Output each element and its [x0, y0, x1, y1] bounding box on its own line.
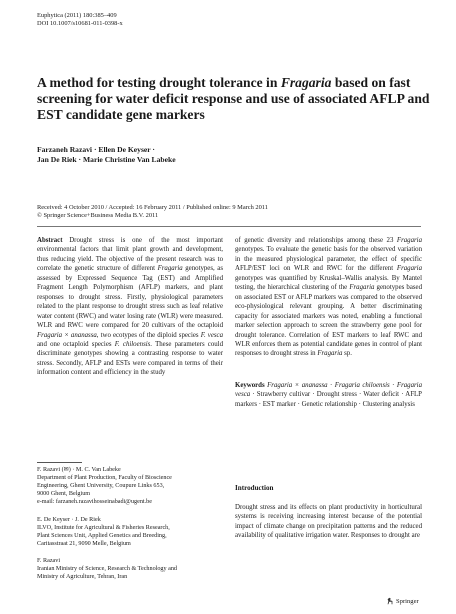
springer-horse-icon [386, 597, 394, 605]
affiliation-3: F. Razavi Iranian Ministry of Science, Research & Technology and Ministry of Agriculture, Tehran, Iran [37, 558, 177, 581]
publisher-logo [386, 597, 419, 605]
affiliation-1: F. Razavi (✉) · M. C. Van Labeke Department of Plant Production, Faculty of Bioscience Engineering, Ghent University, Coupure Links 653, 9000 Ghent, Belgium e-mail: farzaneh.razavihosseinabadi@ugent.be [37, 466, 227, 506]
title-italic: Fragaria [280, 75, 332, 90]
abstract-right-column: of genetic diversity and relationships among these 23 Fragaria genotypes. To evaluate the genetic basis for the observed variation in the measured physiological parameter, the effect of specific AFLP/EST loci on WLR and RWC for the different Fragaria genotypes was quantified by Kruskal–Wallis analysis. By Mantel testing, the hierarchical clustering of the Fragaria genotypes based on associated EST or AFLP markers was compared to the observed eco-physiological relevant grouping. A better discriminating capacity for associated markers was noted, enabling a functional marker selection approach to screen the strawberry gene pool for drought tolerance. Correlation of EST markers to leaf RWC and WLR enforces them as potential candidate genes in control of plant responses to drought stress in Fragaria sp. [235, 237, 422, 358]
journal-citation: Euphytica (2011) 180:385–409 [37, 12, 117, 19]
title-part-1: A method for testing drought tolerance in [37, 75, 281, 90]
doi: DOI 10.1007/s10681-011-0398-x [37, 20, 123, 28]
abstract-left-column: Abstract Drought stress is one of the most important environmental factors that limit plant growth and development, thus reducing yield. The objective of the present research was to correlate the genetic structure of different Fragaria genotypes, as assessed by Expressed Sequence Tag (EST) and Amplified Fragment Length Polymorphism (AFLP) markers, and plant responses to drought stress. Firstly, physiological parameters related to the plant response to drought stress such as leaf relative water content (RWC) and water losing rate (WLR) were measured. WLR and RWC were compared for 20 cultivars of the octaploid Fragaria × ananassa, two ecotypes of the diploid species F. vesca and one octaploid species F. chiloensis. These parameters could discriminate genotypes showing a contrasting response to water stress. Secondly, AFLP and ESTs were compared in terms of their information content and efficiency in the study [37, 237, 224, 377]
affiliation-2: E. De Keyser · J. De Riek ILVO, Institute for Agricultural & Fisheries Research, Plant Sciences Unit, Applied Genetics and Breeding, Caritasstraat 21, 9090 Melle, Belgium [37, 517, 170, 548]
keywords-label: Keywords [235, 382, 265, 389]
title-part-2: based on fast screening for water deficit response and use of associated AFLP and EST candidate gene markers [37, 75, 430, 122]
copyright: © Springer Science+Business Media B.V. 2011 [37, 212, 159, 220]
journal-header [37, 12, 123, 29]
email-link[interactable]: e-mail: farzaneh.razavihosseinabadi@ugent.be [37, 499, 152, 506]
introduction-text: Drought stress and its effects on plant productivity in horticultural systems is receiving increasing interest because of the potential impact of climate change on precipitation patterns and the reduced availability of qualitative irrigation water. Responses to drought are [235, 504, 422, 540]
footnote-rule [37, 462, 82, 463]
authors-line-2: Jan De Riek · Marie Christine Van Labeke [37, 155, 176, 165]
article-title [37, 75, 432, 122]
received-dates: Received: 4 October 2010 / Accepted: 16 February 2011 / Published online: 9 March 2011 [37, 204, 268, 211]
divider [37, 226, 421, 227]
article-dates [37, 204, 437, 220]
publisher-name: Springer [396, 597, 419, 605]
author-list [37, 145, 337, 165]
abstract-label: Abstract [37, 237, 63, 244]
section-heading-introduction: Introduction [235, 484, 274, 492]
authors-line-1: Farzaneh Razavi · Ellen De Keyser · [37, 145, 155, 154]
keywords: Keywords Fragaria × ananassa · Fragaria chiloensis · Fragaria vesca · Strawberry cultivar · Drought stress · Water deficit · AFLP markers · EST marker · Genetic relationship · Clustering analysis [235, 382, 422, 408]
